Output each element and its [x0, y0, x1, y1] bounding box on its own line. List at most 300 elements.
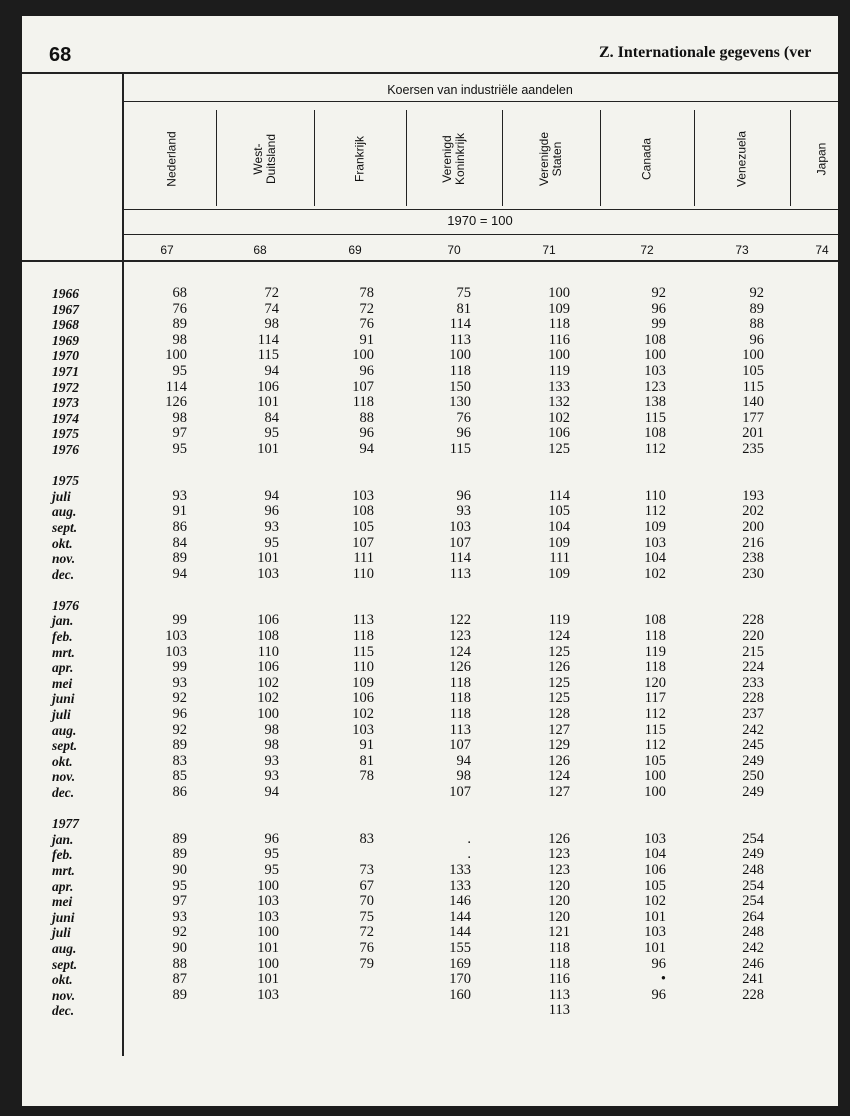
table-cell: 104	[548, 518, 570, 535]
row-label: feb.	[52, 629, 73, 645]
table-cell: 254	[742, 830, 764, 847]
table-cell: 103	[165, 628, 187, 645]
table-cell	[530, 598, 570, 614]
table-cell	[798, 894, 838, 910]
table-cell	[431, 598, 471, 614]
table-cell: 95	[264, 534, 279, 551]
row-label: aug.	[52, 940, 77, 956]
table-cell: 98	[456, 768, 471, 785]
table-cell: 122	[449, 612, 471, 629]
table-cell	[239, 816, 279, 832]
table-cell: 89	[172, 550, 187, 567]
table-cell: 160	[449, 986, 471, 1003]
table-cell	[239, 598, 279, 614]
table-cell: 96	[456, 487, 471, 504]
row-label: mei	[52, 675, 73, 691]
table-cell	[798, 645, 838, 661]
table-cell: 107	[449, 784, 471, 800]
table-cell: 133	[449, 861, 471, 878]
row-label: nov.	[52, 769, 76, 785]
table-cell: 76	[172, 300, 187, 317]
table-cell: 109	[548, 300, 570, 317]
table-cell: 118	[449, 706, 471, 723]
row-label: sept.	[52, 956, 78, 972]
table-cell: 91	[172, 503, 187, 520]
table-cell: 103	[352, 721, 374, 738]
table-cell	[798, 847, 838, 863]
table-cell	[147, 458, 187, 474]
table-cell: 119	[548, 612, 570, 629]
table-cell	[798, 348, 838, 364]
row-label: okt.	[52, 535, 73, 551]
table-cell: 105	[352, 518, 374, 535]
table-cell: 68	[172, 285, 187, 301]
table-cell	[798, 769, 838, 785]
col-divider	[502, 110, 503, 206]
table-cell	[334, 816, 374, 832]
table-cell: 112	[644, 440, 666, 457]
row-label: apr.	[52, 878, 74, 894]
table-cell: 118	[352, 628, 374, 645]
table-cell: 128	[548, 706, 570, 723]
table-cell	[798, 613, 838, 629]
table-cell: 104	[644, 550, 666, 567]
table-cell: 125	[548, 690, 570, 707]
table-cell: 169	[449, 955, 471, 972]
table-cell: 235	[742, 440, 764, 457]
table-cell: 114	[165, 378, 187, 395]
table-cell: 100	[257, 955, 279, 972]
table-cell: 96	[456, 425, 471, 442]
table-cell: 91	[359, 737, 374, 754]
table-cell: 103	[257, 893, 279, 910]
table-cell	[147, 1003, 187, 1019]
table-cell: 108	[644, 612, 666, 629]
table-cell: 126	[548, 830, 570, 847]
table-cell: 100	[352, 347, 374, 364]
table-cell	[626, 582, 666, 598]
table-cell: 120	[548, 877, 570, 894]
table-cell	[798, 395, 838, 411]
table-cell	[798, 302, 838, 318]
table-cell: 94	[264, 362, 279, 379]
table-cell: •	[660, 971, 666, 988]
table-cell: 103	[449, 518, 471, 535]
table-cell: 85	[172, 768, 187, 785]
row-label: juli	[52, 707, 71, 723]
table-cell: 118	[548, 955, 570, 972]
column-header: Japan	[814, 142, 829, 176]
table-cell: 101	[257, 440, 279, 457]
table-cell: 224	[742, 659, 764, 676]
table-cell	[798, 676, 838, 692]
table-cell: 109	[644, 518, 666, 535]
table-cell: 92	[651, 285, 666, 301]
row-label: okt.	[52, 753, 73, 769]
table-cell: 93	[264, 752, 279, 769]
table-cell: 109	[352, 674, 374, 691]
table-cell: 94	[359, 440, 374, 457]
table-cell	[798, 691, 838, 707]
table-cell	[798, 504, 838, 520]
table-cell	[798, 489, 838, 505]
table-cell: 101	[257, 550, 279, 567]
table-cell: 83	[172, 752, 187, 769]
table-cell: 132	[548, 394, 570, 411]
table-cell	[147, 473, 187, 489]
table-cell: 228	[742, 986, 764, 1003]
table-cell	[147, 598, 187, 614]
table-cell: 104	[644, 846, 666, 863]
table-cell: 101	[257, 394, 279, 411]
table-cell: 94	[264, 487, 279, 504]
row-label	[52, 582, 122, 598]
table-cell	[724, 1003, 764, 1019]
row-label: mei	[52, 894, 73, 910]
table-cell: 83	[359, 830, 374, 847]
table-cell	[530, 473, 570, 489]
table-cell	[798, 660, 838, 676]
table-cell: 103	[165, 643, 187, 660]
table-cell: 133	[548, 378, 570, 395]
table-cell	[798, 536, 838, 552]
table-cell: 109	[548, 565, 570, 582]
table-cell: 98	[264, 316, 279, 333]
column-header: Nederland	[164, 131, 179, 187]
table-cell: 120	[548, 908, 570, 925]
table-cell: 114	[257, 331, 279, 348]
table-cell: .	[467, 830, 471, 847]
table-cell: 102	[548, 409, 570, 426]
table-cell: 130	[449, 394, 471, 411]
table-cell: 117	[644, 690, 666, 707]
table-cell: 124	[548, 628, 570, 645]
table-cell: 111	[549, 550, 570, 567]
table-cell	[626, 1003, 666, 1019]
table-cell: 100	[165, 347, 187, 364]
table-cell: 129	[548, 737, 570, 754]
table-cell: 115	[644, 721, 666, 738]
table-cell: 200	[742, 518, 764, 535]
column-frankrijk	[334, 286, 374, 1019]
table-cell: 127	[548, 721, 570, 738]
table-cell: 116	[548, 971, 570, 988]
table-cell: 119	[548, 362, 570, 379]
column-header: West- Duitsland	[251, 133, 278, 185]
table-cell	[798, 801, 838, 817]
table-cell: 90	[172, 939, 187, 956]
row-label: 1966	[52, 286, 79, 301]
table-cell: 103	[644, 924, 666, 941]
table-cell: 103	[257, 986, 279, 1003]
row-label: feb.	[52, 847, 73, 863]
table-cell: 121	[548, 924, 570, 941]
table-cell	[334, 598, 374, 614]
table-cell	[431, 1003, 471, 1019]
table-cell: 115	[742, 378, 764, 395]
table-cell	[147, 582, 187, 598]
header-rule	[122, 209, 838, 210]
row-label: 1970	[52, 348, 79, 364]
table-cell: 238	[742, 550, 764, 567]
table-cell: 81	[456, 300, 471, 317]
row-label: apr.	[52, 660, 74, 676]
table-cell	[798, 364, 838, 380]
table-cell: 89	[172, 737, 187, 754]
table-cell	[530, 801, 570, 817]
table-cell	[798, 941, 838, 957]
row-label: 1967	[52, 301, 79, 317]
table-cell: 113	[449, 331, 471, 348]
table-cell: 86	[172, 518, 187, 535]
table-cell: 118	[449, 674, 471, 691]
table-cell: 111	[353, 550, 374, 567]
table-cell: 124	[548, 768, 570, 785]
table-cell: 92	[172, 924, 187, 941]
table-cell: 76	[359, 316, 374, 333]
table-cell: 254	[742, 893, 764, 910]
table-cell: 108	[257, 628, 279, 645]
row-label: 1975	[52, 426, 79, 442]
table-cell: 113	[548, 1002, 570, 1019]
table-cell: 118	[644, 628, 666, 645]
table-cell: 103	[352, 487, 374, 504]
table-cell: 96	[651, 300, 666, 317]
table-cell: 72	[359, 300, 374, 317]
table-cell: 98	[172, 409, 187, 426]
table-cell	[798, 629, 838, 645]
table-cell	[798, 754, 838, 770]
table-cell: 110	[352, 565, 374, 582]
table-cell: 89	[172, 986, 187, 1003]
table-cell: 93	[172, 674, 187, 691]
table-cell: 78	[359, 285, 374, 301]
table-cell: 120	[644, 674, 666, 691]
row-label: aug.	[52, 722, 77, 738]
table-cell: 99	[172, 659, 187, 676]
table-cell: 87	[172, 971, 187, 988]
page-title: Z. Internationale gegevens (ver	[599, 44, 812, 61]
table-cell: 125	[548, 440, 570, 457]
table-cell	[626, 801, 666, 817]
table-cell: 93	[456, 503, 471, 520]
column-number: 73	[735, 243, 749, 257]
table-cell: 91	[359, 331, 374, 348]
column-number: 74	[815, 243, 829, 257]
table-cell: 113	[548, 986, 570, 1003]
table-cell: 92	[172, 690, 187, 707]
table-cell	[798, 380, 838, 396]
table-cell	[798, 411, 838, 427]
table-cell: 114	[449, 316, 471, 333]
table-cell: 119	[644, 643, 666, 660]
table-cell: 72	[359, 924, 374, 941]
row-label: jan.	[52, 831, 74, 847]
row-label: mrt.	[52, 644, 75, 660]
table-cell: 230	[742, 565, 764, 582]
column-canada	[626, 286, 666, 1019]
row-label: 1972	[52, 379, 79, 395]
table-cell	[334, 473, 374, 489]
table-cell: 249	[742, 784, 764, 800]
table-cell: 127	[548, 784, 570, 800]
row-label: 1974	[52, 410, 79, 426]
table-cell: 112	[644, 503, 666, 520]
row-label: okt.	[52, 972, 73, 988]
table-cell: 126	[548, 752, 570, 769]
table-cell: 114	[449, 550, 471, 567]
table-cell: 123	[548, 861, 570, 878]
table-cell: 248	[742, 924, 764, 941]
table-cell: 100	[644, 768, 666, 785]
table-cell: 118	[548, 939, 570, 956]
table-cell	[147, 816, 187, 832]
column-number: 70	[447, 243, 461, 257]
table-cell: 95	[264, 425, 279, 442]
table-cell	[798, 925, 838, 941]
table-cell: 228	[742, 612, 764, 629]
table-cell: 177	[742, 409, 764, 426]
table-cell: 118	[449, 690, 471, 707]
table-cell: 106	[257, 612, 279, 629]
col-divider	[600, 110, 601, 206]
table-cell: 100	[644, 347, 666, 364]
column-number: 67	[160, 243, 174, 257]
table-cell	[724, 582, 764, 598]
table-cell	[798, 473, 838, 489]
col-divider	[314, 110, 315, 206]
table-cell: 100	[742, 347, 764, 364]
row-label: 1973	[52, 395, 79, 411]
table-title: Koersen van industriële aandelen	[387, 83, 573, 97]
table-cell: 103	[257, 565, 279, 582]
table-cell	[530, 458, 570, 474]
table-cell: 97	[172, 893, 187, 910]
table-cell: 118	[548, 316, 570, 333]
table-cell	[334, 1003, 374, 1019]
table-cell	[798, 582, 838, 598]
col-divider	[406, 110, 407, 206]
table-cell	[798, 1003, 838, 1019]
table-cell: 76	[359, 939, 374, 956]
table-cell: 114	[548, 487, 570, 504]
table-cell: 99	[651, 316, 666, 333]
col-divider	[216, 110, 217, 206]
table-cell: 98	[172, 331, 187, 348]
scanned-page	[22, 16, 838, 1106]
table-cell: 245	[742, 737, 764, 754]
table-cell: 100	[548, 347, 570, 364]
table-cell: 95	[172, 440, 187, 457]
table-cell: 233	[742, 674, 764, 691]
table-cell: 254	[742, 877, 764, 894]
table-cell: 155	[449, 939, 471, 956]
table-cell: 94	[264, 784, 279, 800]
table-cell: 78	[359, 768, 374, 785]
table-cell: 144	[449, 908, 471, 925]
table-cell	[431, 801, 471, 817]
table-cell: 88	[749, 316, 764, 333]
table-cell: 73	[359, 861, 374, 878]
column-west-duitsland	[239, 286, 279, 1019]
table-cell	[798, 286, 838, 302]
table-cell	[239, 582, 279, 598]
table-cell: 105	[548, 503, 570, 520]
table-cell: .	[467, 846, 471, 863]
column-japan	[798, 286, 838, 1019]
table-cell: 144	[449, 924, 471, 941]
table-cell: 89	[172, 316, 187, 333]
row-label: sept.	[52, 519, 78, 535]
table-cell: 100	[257, 877, 279, 894]
table-cell	[334, 972, 374, 988]
row-label: dec.	[52, 566, 75, 582]
table-cell	[724, 801, 764, 817]
table-cell	[798, 723, 838, 739]
table-cell: 126	[548, 659, 570, 676]
table-cell: 242	[742, 939, 764, 956]
title-rule	[122, 101, 838, 102]
table-cell	[431, 582, 471, 598]
row-label: juli	[52, 488, 71, 504]
table-cell: 88	[172, 955, 187, 972]
table-cell: 120	[548, 893, 570, 910]
table-cell: 92	[749, 285, 764, 301]
table-cell	[798, 520, 838, 536]
table-cell: 93	[172, 487, 187, 504]
row-label: 1968	[52, 317, 79, 333]
table-cell: 228	[742, 690, 764, 707]
table-cell: 146	[449, 893, 471, 910]
table-cell: 241	[742, 971, 764, 988]
col-divider	[790, 110, 791, 206]
table-cell	[798, 988, 838, 1004]
table-cell: 70	[359, 893, 374, 910]
table-cell: 216	[742, 534, 764, 551]
table-cell	[626, 473, 666, 489]
table-cell: 103	[257, 908, 279, 925]
column-number: 69	[348, 243, 362, 257]
table-cell: 95	[172, 877, 187, 894]
table-cell	[724, 598, 764, 614]
table-cell: 126	[449, 659, 471, 676]
table-cell	[724, 816, 764, 832]
column-number: 71	[542, 243, 556, 257]
table-cell: 110	[644, 487, 666, 504]
table-cell	[334, 458, 374, 474]
table-cell: 98	[264, 737, 279, 754]
base-rule	[122, 234, 838, 235]
table-cell	[626, 816, 666, 832]
table-top-rule	[22, 72, 838, 74]
table-cell: 124	[449, 643, 471, 660]
table-cell: 115	[449, 440, 471, 457]
column-header: Frankrijk	[352, 135, 367, 183]
column-header: Canada	[639, 137, 654, 181]
table-cell: 95	[172, 362, 187, 379]
row-label: aug.	[52, 504, 77, 520]
column-header: Venezuela	[734, 130, 749, 188]
table-cell: 250	[742, 768, 764, 785]
table-cell: 94	[172, 565, 187, 582]
column-venezuela	[724, 286, 764, 1019]
row-label: 1976	[52, 597, 79, 613]
table-cell: 100	[449, 347, 471, 364]
column-number: 72	[640, 243, 654, 257]
table-cell	[147, 801, 187, 817]
table-cell: 96	[264, 503, 279, 520]
table-cell: 115	[257, 347, 279, 364]
